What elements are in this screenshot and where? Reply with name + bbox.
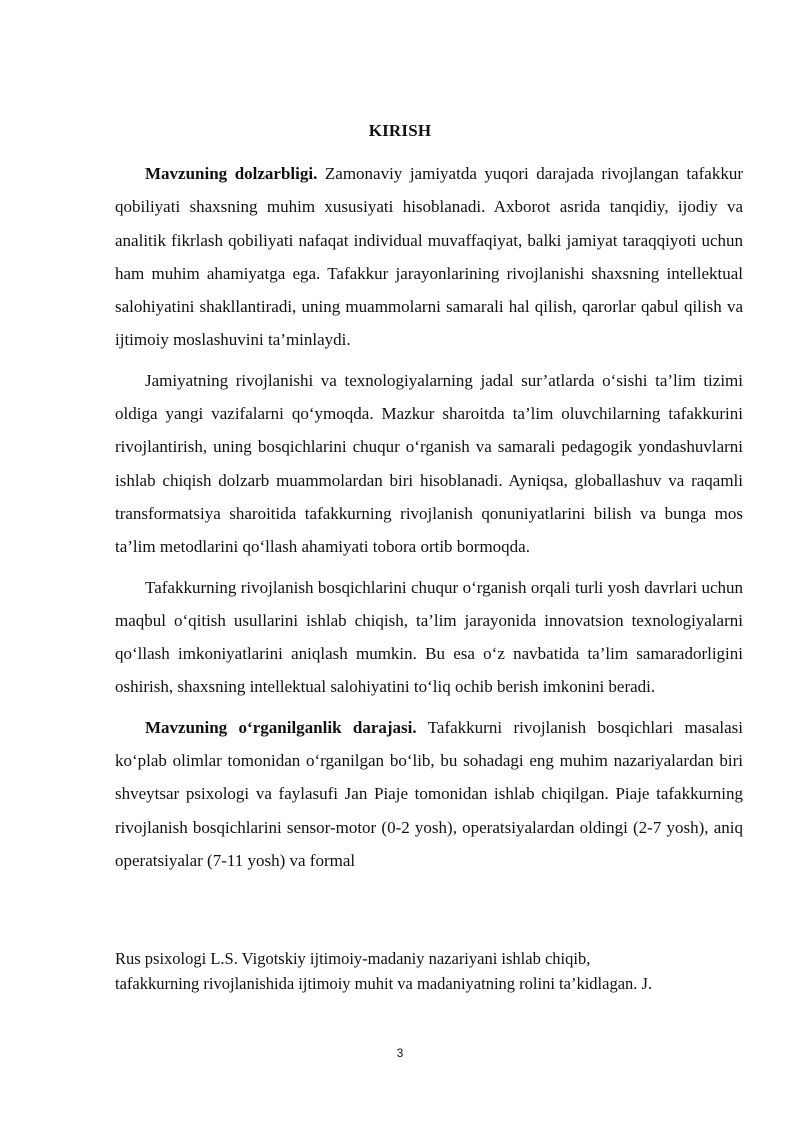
paragraph-text: Tafakkurning rivojlanish bosqichlarini chuqur o‘rganish orqali turli yosh davrlari uchun maqbul o‘qitish usullarini ishlab chiqish, ta’lim jarayonida innovatsion texnologiyalarni qo‘llash imkoniyatlarini aniqlash mumkin. Bu esa o‘z navbatida ta’lim samaradorligini oshirish, shaxsning intellektual salohiyatini to‘liq ochib berish imkonini beradi. [115, 577, 743, 697]
paragraph-methods [115, 571, 743, 704]
section-heading: KIRISH [368, 121, 432, 140]
body-text [115, 157, 743, 884]
paragraph-relevance [115, 157, 743, 357]
page-number: 3 [396, 1046, 404, 1060]
paragraph-society [115, 364, 743, 564]
paragraph-lead-bold: Mavzuning o‘rganilganlik darajasi. [145, 717, 417, 737]
overflow-line: Rus psixologi L.S. Vigotskiy ijtimoiy-madaniy nazariyani ishlab chiqib, [115, 949, 591, 968]
paragraph-study-level [115, 711, 743, 877]
paragraph-lead-bold: Mavzuning dolzarbligi. [145, 164, 318, 183]
paragraph-text: Jamiyatning rivojlanishi va texnologiyalarning jadal sur’atlarda o‘sishi ta’lim tizimi oldiga yangi vazifalarni qo‘ymoqda. Mazkur sharoitda ta’lim oluvchilarning tafakkurini rivojlantirish, uning bosqichlarini chuqur o‘rganish va samarali pedagogik yondashuvlarni ishlab chiqish dolzarb muammolardan biri hisoblanadi. Ayniqsa, globallashuv va raqamli transformatsiya sharoitida tafakkurning rivojlanish qonuniyatlarini bilish va bunga mos ta’lim metodlarini qo‘llash ahamiyati tobora ortib bormoqda. [115, 370, 743, 557]
overflow-line: tafakkurning rivojlanishida ijtimoiy muhit va madaniyatning rolini ta’kidlagan. J. [115, 974, 653, 993]
paragraph-text: Zamonaviy jamiyatda yuqori darajada rivojlangan tafakkur qobiliyati shaxsning muhim xususiyati hisoblanadi. Axborot asrida tanqidiy, ijodiy va analitik fikrlash qobiliyati nafaqat individual muvaffaqiyat, balki jamiyat taraqqiyoti uchun ham muhim ahamiyatga ega. Tafakkur jarayonlarining rivojlanishi shaxsning intellektual salohiyatini shakllantiradi, uning muammolarni samarali hal qilish, qarorlar qabul qilish va ijtimoiy moslashuvini ta’minlaydi. [115, 164, 743, 350]
overflow-text [115, 946, 743, 996]
paragraph-text: Tafakkurni rivojlanish bosqichlari masalasi ko‘plab olimlar tomonidan o‘rganilgan bo‘lib, bu sohadagi eng muhim nazariyalardan biri shveytsar psixologi va faylasufi Jan Piaje tomonidan ishlab chiqilgan. Piaje tafakkurning rivojlanish bosqichlarini sensor-motor (0-2 yosh), operatsiyalardan oldingi (2-7 yosh), aniq operatsiyalar (7-11 yosh) va formal [115, 717, 743, 870]
